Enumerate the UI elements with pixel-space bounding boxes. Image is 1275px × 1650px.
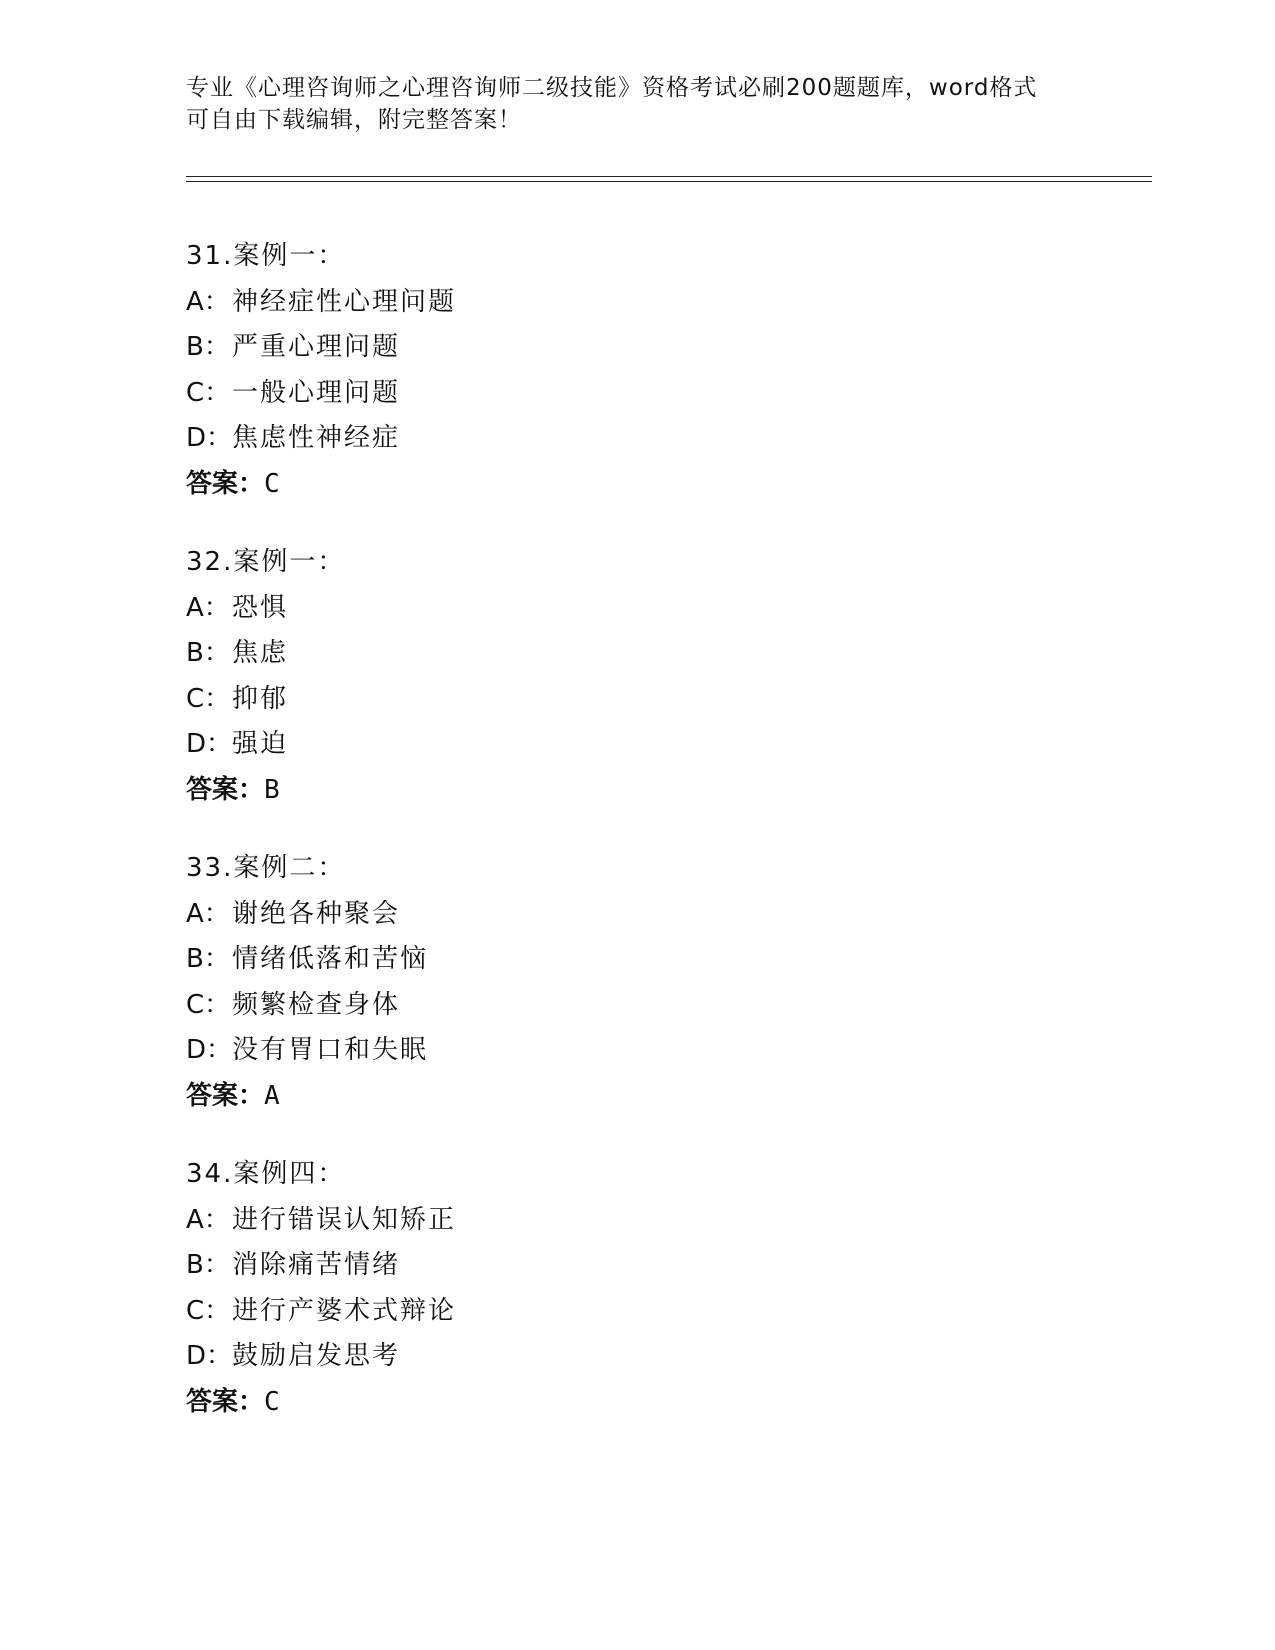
option-text: 焦虑性神经症: [232, 423, 401, 453]
option-letter: D：: [186, 1341, 233, 1371]
answer-value: B: [264, 774, 280, 805]
option-a: [186, 1198, 1086, 1244]
option-d: [186, 1028, 1086, 1074]
answer-line: [186, 462, 1086, 508]
option-text: 焦虑: [232, 638, 289, 668]
option-letter: A：: [186, 592, 230, 623]
option-text: 抑郁: [232, 683, 289, 714]
option-text: 没有胃口和失眠: [232, 1035, 429, 1065]
option-a: [186, 586, 1086, 632]
option-letter: B：: [186, 944, 230, 974]
option-letter: D：: [186, 423, 233, 453]
option-letter: B：: [186, 1250, 230, 1280]
option-letter: C：: [186, 377, 231, 408]
option-b: [186, 937, 1086, 983]
answer-line: [186, 768, 1086, 814]
answer-line: [186, 1074, 1086, 1120]
header-divider-bottom: [186, 181, 1152, 182]
option-letter: B：: [186, 332, 230, 362]
option-b: [186, 1243, 1086, 1289]
header-line-2: 可自由下载编辑，附完整答案！: [186, 107, 522, 133]
header-line-1: 专业《心理咨询师之心理咨询师二级技能》资格考试必刷200题题库，word格式: [186, 75, 1038, 101]
option-c: [186, 677, 1086, 723]
question-33: [186, 846, 1086, 1119]
option-b: [186, 631, 1086, 677]
option-text: 进行产婆术式辩论: [232, 1295, 457, 1326]
option-letter: A：: [186, 286, 230, 317]
option-letter: C：: [186, 1295, 231, 1326]
question-title: 33.案例二：: [186, 853, 346, 883]
option-c: [186, 983, 1086, 1029]
option-a: [186, 892, 1086, 938]
option-letter: D：: [186, 1035, 233, 1065]
option-text: 严重心理问题: [232, 332, 401, 362]
option-text: 情绪低落和苦恼: [232, 944, 429, 974]
option-d: [186, 1334, 1086, 1380]
answer-label: 答案：: [186, 1386, 265, 1417]
option-letter: A：: [186, 1204, 230, 1235]
option-text: 频繁检查身体: [232, 989, 401, 1020]
answer-label: 答案：: [186, 1080, 265, 1111]
option-text: 进行错误认知矫正: [232, 1204, 457, 1235]
question-title: 34.案例四：: [186, 1159, 346, 1189]
answer-value: C: [264, 1386, 280, 1417]
question-title: 31.案例一：: [186, 241, 346, 271]
option-text: 消除痛苦情绪: [232, 1250, 401, 1280]
option-letter: C：: [186, 683, 231, 714]
header-divider-top: [186, 176, 1152, 177]
document-header: [186, 72, 1086, 136]
option-a: [186, 280, 1086, 326]
question-31: [186, 234, 1086, 507]
option-letter: C：: [186, 989, 231, 1020]
answer-label: 答案：: [186, 774, 265, 805]
answer-value: A: [264, 1080, 280, 1111]
question-list: [186, 234, 1086, 1425]
question-34: [186, 1152, 1086, 1425]
option-text: 神经症性心理问题: [232, 286, 457, 317]
option-letter: B：: [186, 638, 230, 668]
answer-label: 答案：: [186, 468, 265, 499]
option-d: [186, 416, 1086, 462]
option-letter: D：: [186, 729, 233, 759]
option-text: 强迫: [232, 729, 289, 759]
option-text: 鼓励启发思考: [232, 1341, 401, 1371]
option-c: [186, 371, 1086, 417]
option-letter: A：: [186, 898, 230, 929]
option-text: 一般心理问题: [232, 377, 401, 408]
answer-value: C: [264, 468, 280, 499]
answer-line: [186, 1380, 1086, 1426]
option-text: 谢绝各种聚会: [232, 898, 401, 929]
option-text: 恐惧: [232, 592, 289, 623]
option-d: [186, 722, 1086, 768]
option-c: [186, 1289, 1086, 1335]
option-b: [186, 325, 1086, 371]
question-title: 32.案例一：: [186, 547, 346, 577]
question-32: [186, 540, 1086, 813]
